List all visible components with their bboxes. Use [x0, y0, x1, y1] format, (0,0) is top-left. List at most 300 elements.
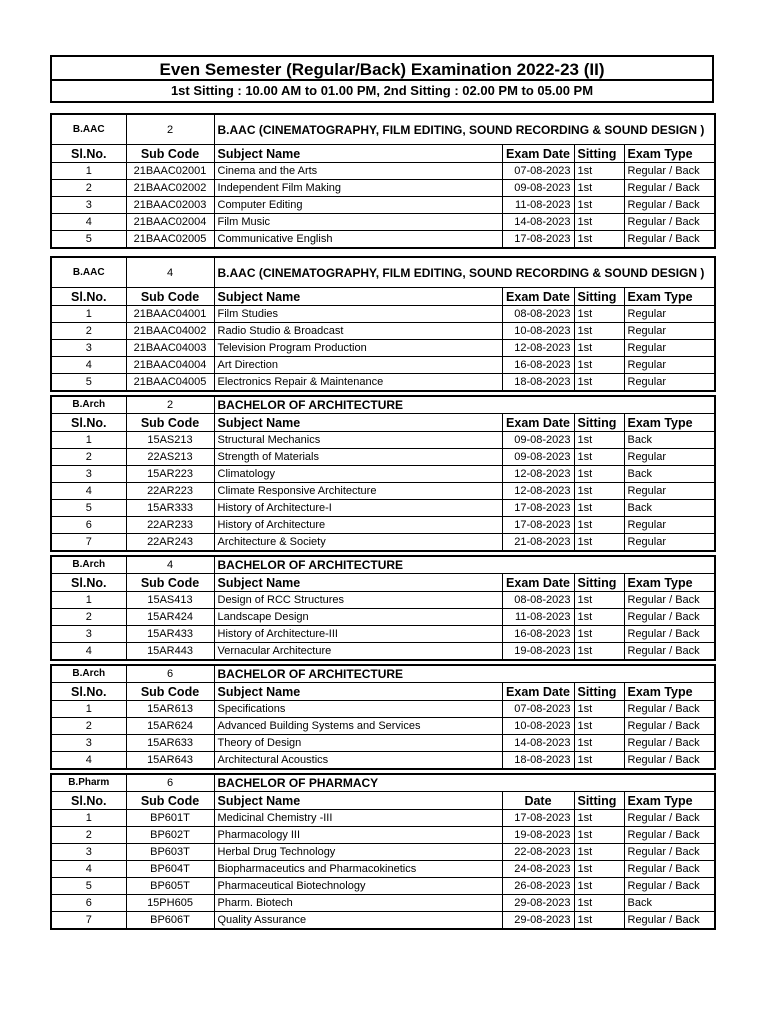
cell-sitting: 1st: [574, 306, 624, 323]
cell-sitting: 1st: [574, 827, 624, 844]
table-row: [51, 197, 715, 214]
cell-subject: Medicinal Chemistry -III: [214, 810, 502, 827]
cell-sitting: 1st: [574, 466, 624, 483]
cell-date: 19-08-2023: [502, 827, 574, 844]
cell-subject: Design of RCC Structures: [214, 592, 502, 609]
cell-type: Regular / Back: [624, 735, 715, 752]
exam-section-table: [50, 395, 716, 552]
cell-date: 18-08-2023: [502, 752, 574, 770]
program-name: BACHELOR OF PHARMACY: [214, 774, 715, 792]
cell-date: 17-08-2023: [502, 517, 574, 534]
col-subject-header: Subject Name: [214, 288, 502, 306]
cell-subject: Independent Film Making: [214, 180, 502, 197]
col-subject-header: Subject Name: [214, 414, 502, 432]
table-row: [51, 844, 715, 861]
cell-date: 11-08-2023: [502, 609, 574, 626]
cell-type: Regular / Back: [624, 609, 715, 626]
cell-type: Regular / Back: [624, 912, 715, 930]
cell-date: 10-08-2023: [502, 323, 574, 340]
col-subcode-header: Sub Code: [126, 792, 214, 810]
col-slno-header: Sl.No.: [51, 288, 126, 306]
cell-date: 12-08-2023: [502, 466, 574, 483]
cell-slno: 3: [51, 197, 126, 214]
col-date-header: Exam Date: [502, 145, 574, 163]
program-row: [51, 114, 715, 145]
cell-date: 08-08-2023: [502, 592, 574, 609]
cell-subject: History of Architecture-III: [214, 626, 502, 643]
cell-subject: Specifications: [214, 701, 502, 718]
col-subcode-header: Sub Code: [126, 683, 214, 701]
col-sitting-header: Sitting: [574, 145, 624, 163]
cell-slno: 3: [51, 340, 126, 357]
cell-sitting: 1st: [574, 163, 624, 180]
cell-type: Back: [624, 895, 715, 912]
cell-subject: History of Architecture: [214, 517, 502, 534]
cell-date: 16-08-2023: [502, 626, 574, 643]
cell-slno: 5: [51, 500, 126, 517]
program-name: BACHELOR OF ARCHITECTURE: [214, 556, 715, 574]
cell-subcode: 15AR223: [126, 466, 214, 483]
cell-type: Regular / Back: [624, 592, 715, 609]
cell-slno: 1: [51, 163, 126, 180]
cell-type: Regular / Back: [624, 180, 715, 197]
table-row: [51, 827, 715, 844]
table-row: [51, 374, 715, 392]
cell-subject: Radio Studio & Broadcast: [214, 323, 502, 340]
cell-type: Regular / Back: [624, 214, 715, 231]
cell-type: Regular: [624, 517, 715, 534]
program-row: [51, 257, 715, 288]
cell-sitting: 1st: [574, 626, 624, 643]
cell-sitting: 1st: [574, 231, 624, 249]
cell-slno: 2: [51, 827, 126, 844]
cell-subcode: 22AR233: [126, 517, 214, 534]
cell-sitting: 1st: [574, 701, 624, 718]
cell-slno: 1: [51, 306, 126, 323]
cell-sitting: 1st: [574, 861, 624, 878]
table-row: [51, 701, 715, 718]
sections-container: [50, 103, 714, 930]
cell-date: 07-08-2023: [502, 163, 574, 180]
cell-subject: Television Program Production: [214, 340, 502, 357]
cell-date: 14-08-2023: [502, 214, 574, 231]
cell-sitting: 1st: [574, 643, 624, 661]
cell-subcode: 15AR333: [126, 500, 214, 517]
cell-date: 24-08-2023: [502, 861, 574, 878]
cell-type: Regular: [624, 323, 715, 340]
column-header-row: [51, 414, 715, 432]
cell-slno: 1: [51, 810, 126, 827]
cell-slno: 6: [51, 517, 126, 534]
cell-subcode: 21BAAC04005: [126, 374, 214, 392]
program-name: BACHELOR OF ARCHITECTURE: [214, 396, 715, 414]
semester-number: 6: [126, 774, 214, 792]
col-subject-header: Subject Name: [214, 145, 502, 163]
cell-slno: 7: [51, 534, 126, 552]
col-subcode-header: Sub Code: [126, 574, 214, 592]
cell-subcode: 21BAAC02001: [126, 163, 214, 180]
cell-sitting: 1st: [574, 718, 624, 735]
program-row: [51, 774, 715, 792]
cell-subcode: 15AR643: [126, 752, 214, 770]
col-type-header: Exam Type: [624, 792, 715, 810]
table-row: [51, 609, 715, 626]
cell-sitting: 1st: [574, 340, 624, 357]
exam-section-table: [50, 555, 716, 661]
col-date-header: Exam Date: [502, 288, 574, 306]
col-slno-header: Sl.No.: [51, 145, 126, 163]
exam-section-table: [50, 256, 716, 392]
exam-section-table: [50, 773, 716, 930]
program-row: [51, 665, 715, 683]
cell-subcode: 21BAAC02005: [126, 231, 214, 249]
cell-sitting: 1st: [574, 534, 624, 552]
cell-subject: Climate Responsive Architecture: [214, 483, 502, 500]
col-date-header: Exam Date: [502, 574, 574, 592]
cell-sitting: 1st: [574, 592, 624, 609]
cell-date: 18-08-2023: [502, 374, 574, 392]
semester-number: 2: [126, 114, 214, 145]
cell-slno: 3: [51, 735, 126, 752]
table-row: [51, 592, 715, 609]
col-slno-header: Sl.No.: [51, 683, 126, 701]
col-date-header: Exam Date: [502, 414, 574, 432]
cell-date: 12-08-2023: [502, 340, 574, 357]
cell-type: Regular: [624, 449, 715, 466]
col-sitting-header: Sitting: [574, 683, 624, 701]
cell-subject: Art Direction: [214, 357, 502, 374]
cell-slno: 1: [51, 432, 126, 449]
cell-subcode: 15AR443: [126, 643, 214, 661]
cell-subject: Advanced Building Systems and Services: [214, 718, 502, 735]
cell-subcode: BP604T: [126, 861, 214, 878]
table-row: [51, 878, 715, 895]
cell-slno: 1: [51, 592, 126, 609]
semester-number: 6: [126, 665, 214, 683]
semester-number: 4: [126, 556, 214, 574]
col-slno-header: Sl.No.: [51, 792, 126, 810]
cell-slno: 2: [51, 449, 126, 466]
cell-subject: Quality Assurance: [214, 912, 502, 930]
col-type-header: Exam Type: [624, 574, 715, 592]
cell-type: Back: [624, 432, 715, 449]
cell-subject: Landscape Design: [214, 609, 502, 626]
table-row: [51, 449, 715, 466]
cell-subject: Pharmacology III: [214, 827, 502, 844]
cell-slno: 2: [51, 718, 126, 735]
table-row: [51, 231, 715, 249]
table-row: [51, 357, 715, 374]
cell-type: Regular / Back: [624, 163, 715, 180]
table-row: [51, 466, 715, 483]
cell-subject: Cinema and the Arts: [214, 163, 502, 180]
cell-sitting: 1st: [574, 357, 624, 374]
col-sitting-header: Sitting: [574, 414, 624, 432]
cell-subcode: BP602T: [126, 827, 214, 844]
cell-subject: Film Music: [214, 214, 502, 231]
cell-subject: Computer Editing: [214, 197, 502, 214]
cell-subject: Theory of Design: [214, 735, 502, 752]
cell-date: 16-08-2023: [502, 357, 574, 374]
program-code: B.AAC: [51, 114, 126, 145]
cell-type: Regular / Back: [624, 861, 715, 878]
cell-slno: 2: [51, 323, 126, 340]
table-row: [51, 912, 715, 930]
cell-subcode: 21BAAC04004: [126, 357, 214, 374]
cell-sitting: 1st: [574, 752, 624, 770]
table-row: [51, 180, 715, 197]
cell-subject: Film Studies: [214, 306, 502, 323]
cell-subcode: 15AS213: [126, 432, 214, 449]
cell-date: 19-08-2023: [502, 643, 574, 661]
cell-type: Regular: [624, 374, 715, 392]
table-row: [51, 306, 715, 323]
cell-date: 09-08-2023: [502, 449, 574, 466]
cell-type: Regular / Back: [624, 718, 715, 735]
cell-sitting: 1st: [574, 374, 624, 392]
exam-section-table: [50, 113, 716, 249]
cell-subcode: 15AR613: [126, 701, 214, 718]
sitting-timings: 1st Sitting : 10.00 AM to 01.00 PM, 2nd Sitting : 02.00 PM to 05.00 PM: [50, 81, 714, 103]
cell-date: 12-08-2023: [502, 483, 574, 500]
table-row: [51, 718, 715, 735]
column-header-row: [51, 574, 715, 592]
cell-sitting: 1st: [574, 197, 624, 214]
cell-subcode: 21BAAC04003: [126, 340, 214, 357]
cell-slno: 6: [51, 895, 126, 912]
program-code: B.Arch: [51, 556, 126, 574]
cell-subject: Electronics Repair & Maintenance: [214, 374, 502, 392]
cell-type: Back: [624, 466, 715, 483]
cell-subcode: 21BAAC02003: [126, 197, 214, 214]
cell-subcode: BP603T: [126, 844, 214, 861]
cell-subcode: 21BAAC02004: [126, 214, 214, 231]
cell-sitting: 1st: [574, 609, 624, 626]
cell-date: 21-08-2023: [502, 534, 574, 552]
cell-subject: Structural Mechanics: [214, 432, 502, 449]
col-date-header: Date: [502, 792, 574, 810]
table-row: [51, 214, 715, 231]
cell-date: 17-08-2023: [502, 231, 574, 249]
cell-slno: 4: [51, 357, 126, 374]
cell-subject: Communicative English: [214, 231, 502, 249]
program-name: B.AAC (CINEMATOGRAPHY, FILM EDITING, SOUND RECORDING & SOUND DESIGN ): [214, 257, 715, 288]
cell-slno: 1: [51, 701, 126, 718]
program-code: B.Pharm: [51, 774, 126, 792]
cell-subcode: BP606T: [126, 912, 214, 930]
cell-subject: History of Architecture-I: [214, 500, 502, 517]
cell-date: 09-08-2023: [502, 432, 574, 449]
table-row: [51, 810, 715, 827]
cell-slno: 4: [51, 752, 126, 770]
table-row: [51, 735, 715, 752]
cell-subcode: 22AR223: [126, 483, 214, 500]
cell-type: Regular / Back: [624, 878, 715, 895]
program-code: B.Arch: [51, 396, 126, 414]
semester-number: 4: [126, 257, 214, 288]
cell-slno: 3: [51, 626, 126, 643]
col-subcode-header: Sub Code: [126, 414, 214, 432]
col-slno-header: Sl.No.: [51, 574, 126, 592]
cell-subject: Pharmaceutical Biotechnology: [214, 878, 502, 895]
cell-date: 11-08-2023: [502, 197, 574, 214]
table-row: [51, 626, 715, 643]
cell-subject: Vernacular Architecture: [214, 643, 502, 661]
column-header-row: [51, 145, 715, 163]
col-sitting-header: Sitting: [574, 574, 624, 592]
program-code: B.Arch: [51, 665, 126, 683]
cell-subcode: 22AS213: [126, 449, 214, 466]
table-row: [51, 163, 715, 180]
cell-sitting: 1st: [574, 878, 624, 895]
cell-date: 07-08-2023: [502, 701, 574, 718]
col-type-header: Exam Type: [624, 288, 715, 306]
cell-sitting: 1st: [574, 323, 624, 340]
table-row: [51, 643, 715, 661]
cell-subcode: 21BAAC04001: [126, 306, 214, 323]
cell-subcode: 15AR624: [126, 718, 214, 735]
col-subcode-header: Sub Code: [126, 288, 214, 306]
cell-type: Regular: [624, 340, 715, 357]
cell-type: Regular / Back: [624, 827, 715, 844]
cell-subject: Architectural Acoustics: [214, 752, 502, 770]
table-row: [51, 517, 715, 534]
cell-subject: Strength of Materials: [214, 449, 502, 466]
cell-type: Regular: [624, 357, 715, 374]
cell-type: Regular: [624, 306, 715, 323]
cell-subcode: 15AR633: [126, 735, 214, 752]
program-row: [51, 396, 715, 414]
cell-sitting: 1st: [574, 810, 624, 827]
cell-subject: Herbal Drug Technology: [214, 844, 502, 861]
table-row: [51, 432, 715, 449]
column-header-row: [51, 288, 715, 306]
program-row: [51, 556, 715, 574]
cell-type: Regular: [624, 483, 715, 500]
cell-subject: Architecture & Society: [214, 534, 502, 552]
cell-type: Regular / Back: [624, 197, 715, 214]
cell-slno: 4: [51, 861, 126, 878]
cell-sitting: 1st: [574, 483, 624, 500]
cell-slno: 3: [51, 466, 126, 483]
cell-subcode: 15PH605: [126, 895, 214, 912]
cell-sitting: 1st: [574, 895, 624, 912]
cell-date: 09-08-2023: [502, 180, 574, 197]
cell-subcode: 21BAAC04002: [126, 323, 214, 340]
col-subject-header: Subject Name: [214, 574, 502, 592]
cell-date: 26-08-2023: [502, 878, 574, 895]
cell-subcode: 15AR433: [126, 626, 214, 643]
cell-type: Back: [624, 500, 715, 517]
cell-date: 17-08-2023: [502, 810, 574, 827]
table-row: [51, 752, 715, 770]
cell-subcode: 21BAAC02002: [126, 180, 214, 197]
cell-slno: 2: [51, 609, 126, 626]
cell-sitting: 1st: [574, 500, 624, 517]
cell-date: 17-08-2023: [502, 500, 574, 517]
cell-slno: 4: [51, 643, 126, 661]
cell-slno: 5: [51, 231, 126, 249]
section-gap: [50, 249, 714, 256]
table-row: [51, 861, 715, 878]
section-gap: [50, 103, 714, 113]
cell-subcode: 22AR243: [126, 534, 214, 552]
table-row: [51, 323, 715, 340]
cell-slno: 7: [51, 912, 126, 930]
col-slno-header: Sl.No.: [51, 414, 126, 432]
program-name: BACHELOR OF ARCHITECTURE: [214, 665, 715, 683]
cell-type: Regular / Back: [624, 701, 715, 718]
column-header-row: [51, 792, 715, 810]
cell-type: Regular / Back: [624, 626, 715, 643]
cell-date: 14-08-2023: [502, 735, 574, 752]
cell-sitting: 1st: [574, 844, 624, 861]
table-row: [51, 500, 715, 517]
cell-sitting: 1st: [574, 449, 624, 466]
col-sitting-header: Sitting: [574, 288, 624, 306]
col-subject-header: Subject Name: [214, 792, 502, 810]
cell-subcode: BP605T: [126, 878, 214, 895]
column-header-row: [51, 683, 715, 701]
program-code: B.AAC: [51, 257, 126, 288]
cell-sitting: 1st: [574, 180, 624, 197]
cell-sitting: 1st: [574, 912, 624, 930]
cell-date: 22-08-2023: [502, 844, 574, 861]
cell-slno: 4: [51, 214, 126, 231]
col-type-header: Exam Type: [624, 145, 715, 163]
cell-sitting: 1st: [574, 517, 624, 534]
col-type-header: Exam Type: [624, 683, 715, 701]
cell-slno: 4: [51, 483, 126, 500]
cell-slno: 5: [51, 374, 126, 392]
program-name: B.AAC (CINEMATOGRAPHY, FILM EDITING, SOUND RECORDING & SOUND DESIGN ): [214, 114, 715, 145]
cell-subject: Biopharmaceutics and Pharmacokinetics: [214, 861, 502, 878]
table-row: [51, 534, 715, 552]
cell-slno: 3: [51, 844, 126, 861]
cell-type: Regular / Back: [624, 643, 715, 661]
col-date-header: Exam Date: [502, 683, 574, 701]
cell-sitting: 1st: [574, 432, 624, 449]
cell-type: Regular / Back: [624, 844, 715, 861]
cell-subcode: BP601T: [126, 810, 214, 827]
cell-subcode: 15AR424: [126, 609, 214, 626]
cell-type: Regular / Back: [624, 752, 715, 770]
cell-subcode: 15AS413: [126, 592, 214, 609]
col-subcode-header: Sub Code: [126, 145, 214, 163]
exam-section-table: [50, 664, 716, 770]
semester-number: 2: [126, 396, 214, 414]
exam-schedule-sheet: [50, 55, 714, 930]
table-row: [51, 340, 715, 357]
page-title: Even Semester (Regular/Back) Examination 2022-23 (II): [50, 55, 714, 81]
cell-subject: Climatology: [214, 466, 502, 483]
col-subject-header: Subject Name: [214, 683, 502, 701]
cell-type: Regular / Back: [624, 810, 715, 827]
col-type-header: Exam Type: [624, 414, 715, 432]
cell-date: 29-08-2023: [502, 895, 574, 912]
cell-date: 08-08-2023: [502, 306, 574, 323]
col-sitting-header: Sitting: [574, 792, 624, 810]
cell-date: 10-08-2023: [502, 718, 574, 735]
table-row: [51, 483, 715, 500]
cell-date: 29-08-2023: [502, 912, 574, 930]
cell-type: Regular / Back: [624, 231, 715, 249]
cell-slno: 2: [51, 180, 126, 197]
table-row: [51, 895, 715, 912]
cell-sitting: 1st: [574, 735, 624, 752]
cell-subject: Pharm. Biotech: [214, 895, 502, 912]
cell-slno: 5: [51, 878, 126, 895]
